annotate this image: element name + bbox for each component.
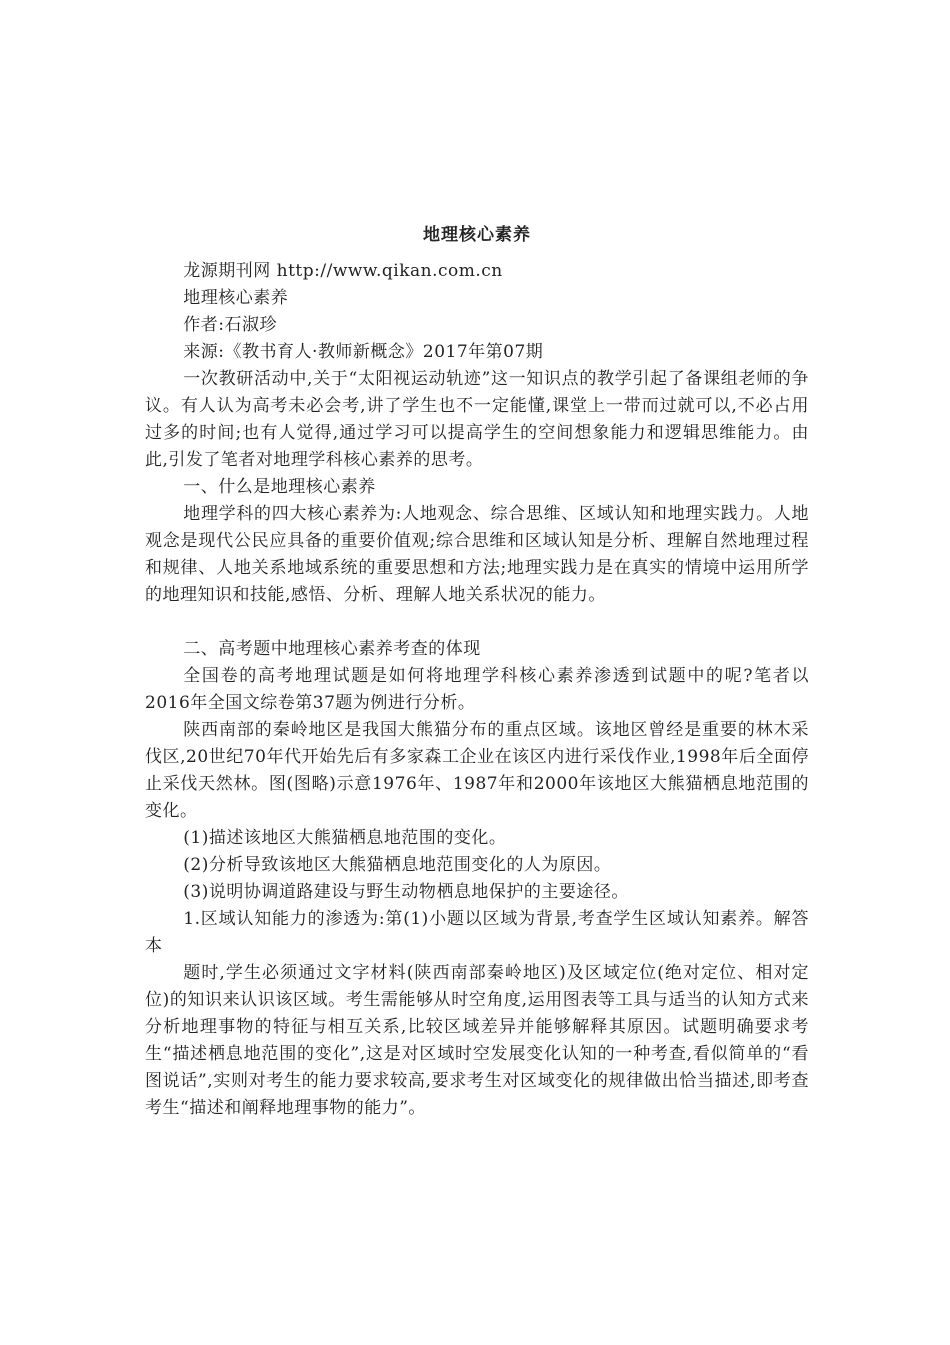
blank-line bbox=[145, 609, 809, 636]
question-1: (1)描述该地区大熊猫栖息地范围的变化。 bbox=[183, 828, 507, 848]
section-1-paragraph: 地理学科的四大核心素养为:人地观念、综合思维、区域认知和地理实践力。人地观念是现代公民应具备的重要价值观;综合思维和区域认知是分析、理解自然地理过程和规律、人地关系地域系统的重要思想和方法;地理实践力是在真实的情境中运用所学的地理知识和技能,感悟、分析、理解人地关系状况的能力。 bbox=[145, 504, 809, 605]
subject-line: 地理核心素养 bbox=[183, 288, 289, 308]
question-2: (2)分析导致该地区大熊猫栖息地范围变化的人为原因。 bbox=[183, 855, 612, 875]
section-heading-2: 二、高考题中地理核心素养考查的体现 bbox=[183, 639, 481, 659]
author-line: 作者:石淑珍 bbox=[183, 315, 277, 335]
source-line: 来源:《教书育人·教师新概念》2017年第07期 bbox=[183, 342, 544, 362]
question-material: 陕西南部的秦岭地区是我国大熊猫分布的重点区域。该地区曾经是重要的林木采伐区,20世纪70年代开始先后有多家森工企业在该区内进行采伐作业,1998年后全面停止采伐天然林。图(图略)示意1976年、1987年和2000年该地区大熊猫栖息地范围的变化。 bbox=[145, 720, 809, 821]
analysis-paragraph: 题时,学生必须通过文字材料(陕西南部秦岭地区)及区域定位(绝对定位、相对定位)的知识来认识该区域。考生需能够从时空角度,运用图表等工具与适当的认知方式来分析地理事物的特征与相互关系,比较区域差异并能够解释其原因。试题明确要求考生“描述栖息地范围的变化”,这是对区域时空发展变化认知的一种考查,看似简单的“看图说话”,实则对考生的能力要求较高,要求考生对区域变化的规律做出恰当描述,即考查考生“描述和阐释地理事物的能力”。 bbox=[145, 963, 809, 1118]
page-title: 地理核心素养 bbox=[423, 225, 531, 245]
analysis-point-1: 1.区域认知能力的渗透为:第(1)小题以区域为背景,考查学生区域认知素养。解答本 bbox=[145, 909, 809, 956]
document-body bbox=[145, 220, 809, 1122]
section-2-paragraph: 全国卷的高考地理试题是如何将地理学科核心素养渗透到试题中的呢?笔者以2016年全国文综卷第37题为例进行分析。 bbox=[145, 666, 809, 713]
site-line: 龙源期刊网 http://www.qikan.com.cn bbox=[183, 261, 503, 281]
intro-paragraph: 一次教研活动中,关于“太阳视运动轨迹”这一知识点的教学引起了备课组老师的争议。有人认为高考未必会考,讲了学生也不一定能懂,课堂上一带而过就可以,不必占用过多的时间;也有人觉得,通过学习可以提高学生的空间想象能力和逻辑思维能力。由此,引发了笔者对地理学科核心素养的思考。 bbox=[145, 369, 809, 470]
question-3: (3)说明协调道路建设与野生动物栖息地保护的主要途径。 bbox=[183, 882, 629, 902]
section-heading-1: 一、什么是地理核心素养 bbox=[183, 477, 376, 497]
